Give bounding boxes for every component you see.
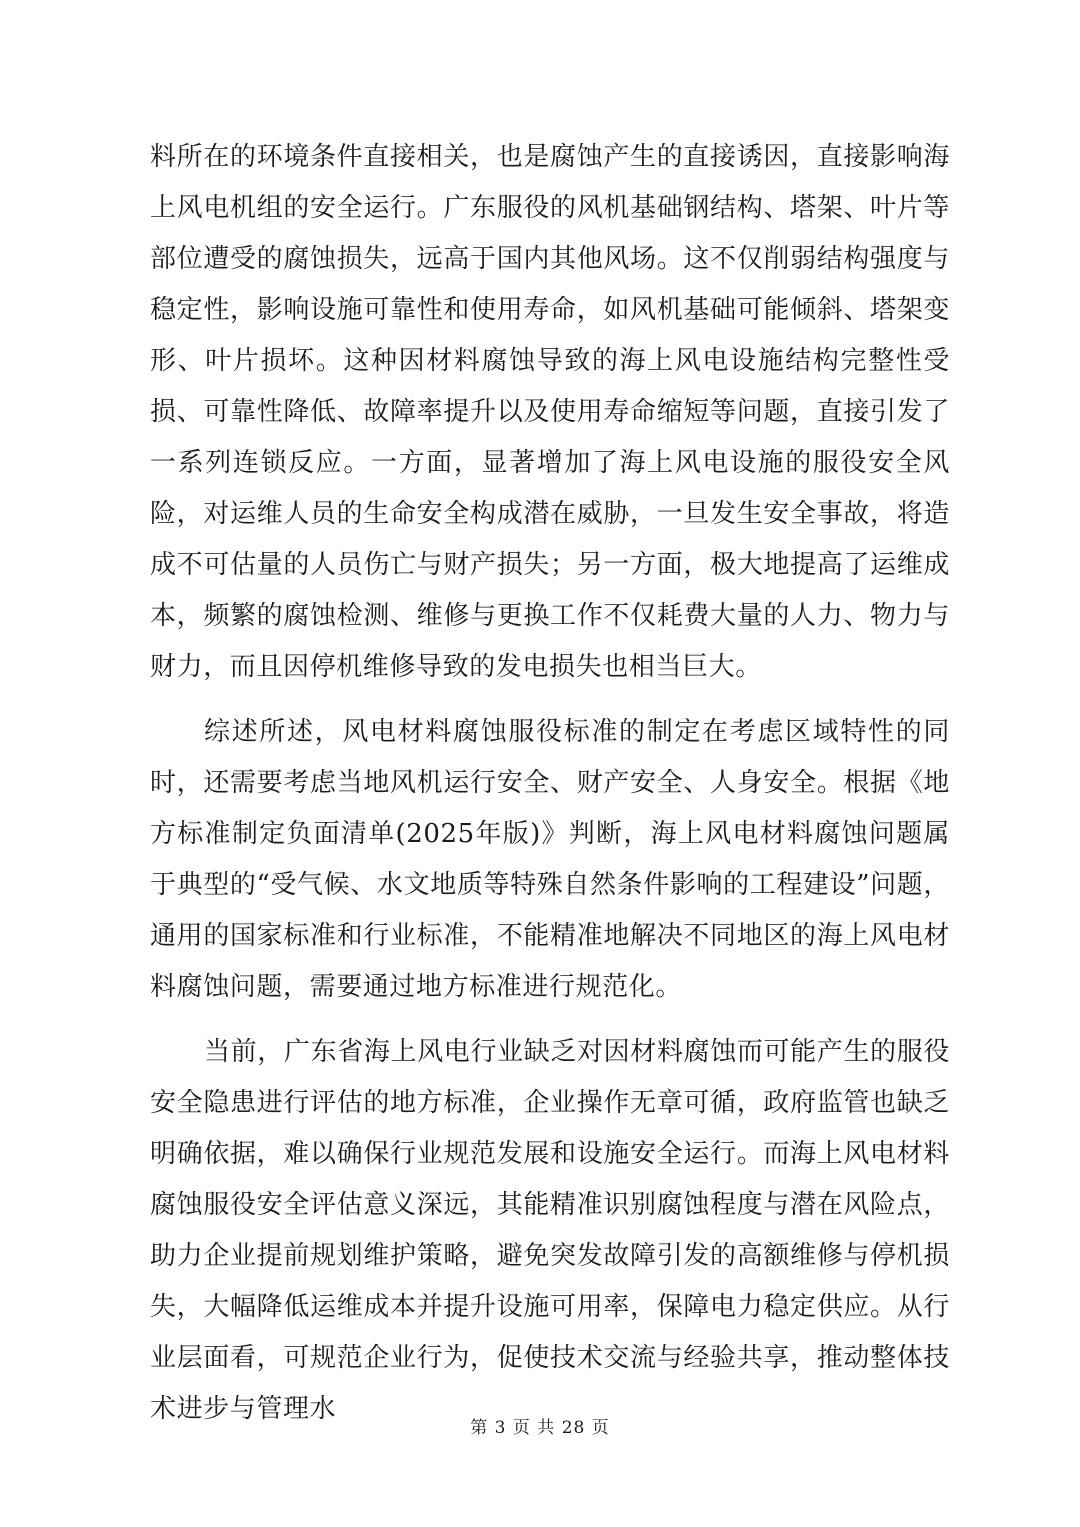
paragraph-current-status: 当前，广东省海上风电行业缺乏对因材料腐蚀而可能产生的服役安全隐患进行评估的地方标准，企业操作无章可循，政府监管也缺乏明确依据，难以确保行业规范发展和设施安全运行。而海上风电材料腐蚀服役安全评估意义深远，其能精准识别腐蚀程度与潜在风险点，助力企业提前规划维护策略，避免突发故障引发的高额维修与停机损失，大幅降低运维成本并提升设施可用率，保障电力稳定供应。从行业层面看，可规范企业行为，促使技术交流与经验共享，推动整体技术进步与管理水 bbox=[150, 1037, 950, 1424]
paragraph-continuation: 料所在的环境条件直接相关，也是腐蚀产生的直接诱因，直接影响海上风电机组的安全运行。广东服役的风机基础钢结构、塔架、叶片等部位遭受的腐蚀损失，远高于国内其他风场。这不仅削弱结构强度与稳定性，影响设施可靠性和使用寿命，如风机基础可能倾斜、塔架变形、叶片损坏。这种因材料腐蚀导致的海上风电设施结构完整性受损、可靠性降低、故障率提升以及使用寿命缩短等问题，直接引发了一系列连锁反应。一方面，显著增加了海上风电设施的服役安全风险，对运维人员的生命安全构成潜在威胁，一旦发生安全事故，将造成不可估量的人员伤亡与财产损失；另一方面，极大地提高了运维成本，频繁的腐蚀检测、维修与更换工作不仅耗费大量的人力、物力与财力，而且因停机维修导致的发电损失也相当巨大。 bbox=[150, 142, 950, 682]
body-text bbox=[150, 132, 950, 1435]
paragraph-summary: 综述所述，风电材料腐蚀服役标准的制定在考虑区域特性的同时，还需要考虑当地风机运行安全、财产安全、人身安全。根据《地方标准制定负面清单(2025年版)》判断，海上风电材料腐蚀问题属于典型的“受气候、水文地质等特殊自然条件影响的工程建设”问题，通用的国家标准和行业标准，不能精准地解决不同地区的海上风电材料腐蚀问题，需要通过地方标准进行规范化。 bbox=[150, 717, 950, 1002]
page-number-footer: 第 3 页 共 28 页 bbox=[470, 1418, 610, 1438]
